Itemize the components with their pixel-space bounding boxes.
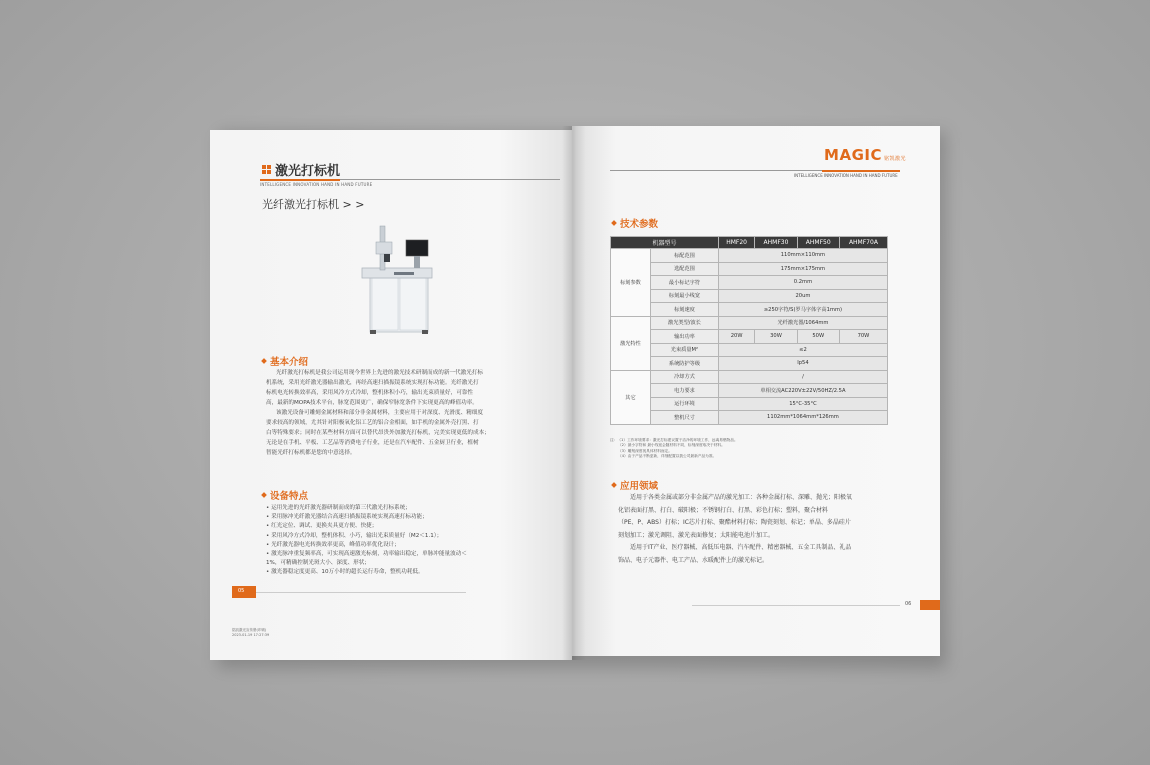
application-heading xyxy=(612,478,658,492)
spec-label: 运行环境 xyxy=(651,397,719,411)
application-line: （PE、P、ABS）打标；IC芯片打标、聚酯材料打标；陶瓷刻划、标记；单晶、多晶硅片 xyxy=(618,519,851,526)
spec-value: 光纤激光器/1064mm xyxy=(718,316,887,330)
spec-header-cell: 机器型号 xyxy=(611,237,719,249)
spec-note: （2）最小字符和 最小线宽会随材料不同，标刻深度取决于材料。 xyxy=(618,443,725,448)
application-line: 化铝表面打黑、打白、破阳极；不锈钢打白、打黑、彩色打标；塑料，聚合材料 xyxy=(618,506,829,514)
spec-notes xyxy=(610,438,738,460)
spec-value: 20W xyxy=(718,330,754,344)
spec-note: （3）雕刻深度视具体材料而定。 xyxy=(618,448,672,453)
application-paragraph xyxy=(618,492,908,567)
spec-group: 其它 xyxy=(611,370,651,424)
intro-heading-text: 基本介绍 xyxy=(270,357,309,368)
feature-item: • 采用脉冲光纤激光器结合高速扫描振镜系统实现高速打标功能； xyxy=(266,514,428,521)
features-heading-text: 设备特点 xyxy=(270,491,309,502)
left-page-number: 05 xyxy=(238,588,245,594)
logo-text: MAGIC xyxy=(824,146,882,164)
spec-row xyxy=(611,262,888,276)
page-number-tab xyxy=(920,600,940,610)
right-header-subtitle: INTELLIGENCE INNOVATION HAND IN HAND FUTURE xyxy=(794,173,898,178)
intro-paragraph xyxy=(266,368,536,458)
header-accent-rule xyxy=(822,170,900,172)
spec-row xyxy=(611,370,888,384)
application-line: 适用于各类金属或部分非金属产品的激光加工：各种金属打标、深雕、抛光；阳极氧 xyxy=(630,494,853,501)
spec-value: 30W xyxy=(755,330,797,344)
intro-line: 该激光设备可雕刻金属材料和部分非金属材料，主要应用于对深度、光滑度、精细度 xyxy=(276,410,483,416)
spec-value: Ip54 xyxy=(718,357,887,371)
spec-row xyxy=(611,316,888,330)
intro-line: 要求较高的领域，尤其针对阳极氧化铝工艺的铝合金相面，如手机的金属外壳打黑、打 xyxy=(266,420,479,426)
right-page xyxy=(572,126,940,656)
spec-label: 光束质量M² xyxy=(651,343,719,357)
bullet-icon xyxy=(261,492,267,498)
spec-label: 最小标记字符 xyxy=(651,276,719,290)
feature-item: • 光纤激光器电光转换效率更高，峰值功率优化设计； xyxy=(266,541,400,548)
spec-value: 0.2mm xyxy=(718,276,887,290)
spec-value: ≤2 xyxy=(718,343,887,357)
spec-value: 15°C-35°C xyxy=(718,397,887,411)
spec-group: 标刻参数 xyxy=(611,249,651,317)
spec-table xyxy=(610,236,888,425)
left-header-title: 激光打标机 xyxy=(275,164,341,179)
right-page-number: 06 xyxy=(905,601,912,607)
intro-line: 无论是在手机、平板、工艺品等消费电子行业，还是在汽车配件、五金厨卫行业，植树 xyxy=(266,440,479,446)
spec-value: 20um xyxy=(718,289,887,303)
print-info-line: 2023-01-19 17:27:39 xyxy=(232,633,270,637)
spec-label: 标刻最小线宽 xyxy=(651,289,719,303)
spec-row xyxy=(611,289,888,303)
spec-header-cell: HMF20 xyxy=(718,237,754,249)
footer-rule xyxy=(256,592,466,593)
spec-header-cell: AHMF70A xyxy=(839,237,887,249)
product-title: 光纤激光打标机 > > xyxy=(262,198,365,211)
feature-item: • 激光器稳定度更高、10万小时的超长运行寿命，整机功耗低。 xyxy=(266,569,424,576)
spec-value: 110mm×110mm xyxy=(718,249,887,263)
book-spine xyxy=(562,126,586,660)
logo-sub: 铭凯激光 xyxy=(883,156,906,162)
intro-line: 智能光纤打标机都是您的中意选择。 xyxy=(266,450,356,456)
left-page xyxy=(210,130,572,660)
application-line: 刻划加工；激光调阻、激光表面修复；太阳能电池片加工。 xyxy=(618,531,775,539)
bullet-icon xyxy=(611,482,617,488)
spec-row xyxy=(611,384,888,398)
print-info-line: 铭凯激光宣传册(印刷) xyxy=(232,628,267,632)
bullet-icon xyxy=(611,220,617,226)
feature-item: • 运用先进的光纤激光器研制而成的第三代激光打标系统； xyxy=(266,505,411,511)
laser-marking-machine-image xyxy=(350,216,440,336)
intro-line: 高，最新的MOPA技术平台，脉宽范围更广，确保窄脉宽条件下实现更高的峰值功率。 xyxy=(266,400,478,406)
spec-label: 电力要求 xyxy=(651,384,719,398)
spec-row xyxy=(611,343,888,357)
spec-label: 输出功率 xyxy=(651,330,719,344)
spec-label: 系统防护等级 xyxy=(651,357,719,371)
intro-heading xyxy=(262,354,308,368)
spec-row xyxy=(611,303,888,317)
print-info xyxy=(232,628,269,638)
spec-value: 70W xyxy=(839,330,887,344)
left-header-subtitle: INTELLIGENCE INNOVATION HAND IN HAND FUTURE xyxy=(260,182,373,187)
spec-value: 50W xyxy=(797,330,839,344)
intro-line: 光纤激光打标机是我公司运用现今世界上先进的激光技术研制而成的新一代激光打标 xyxy=(276,370,483,376)
spec-value: 175mm×175mm xyxy=(718,262,887,276)
header-accent-rule xyxy=(260,179,340,181)
brochure-spread xyxy=(210,122,940,660)
tech-heading xyxy=(612,216,658,230)
left-header xyxy=(262,160,340,179)
features-list xyxy=(266,504,526,578)
spec-header-cell: AHMF30 xyxy=(755,237,797,249)
spec-label: 整机尺寸 xyxy=(651,411,719,425)
spec-value: 1102mm*1064mm*126mm xyxy=(718,411,887,425)
spec-value: 单相交流AC220V±22V/50HZ/2.5A xyxy=(718,384,887,398)
spec-row xyxy=(611,411,888,425)
spec-group: 激光特性 xyxy=(611,316,651,370)
spec-row xyxy=(611,397,888,411)
spec-value: / xyxy=(718,370,887,384)
magic-logo xyxy=(824,146,906,164)
spec-label: 冷却方式 xyxy=(651,370,719,384)
intro-line: 白等特殊要求；同时在某些材料方面可以替代昂贵外加激光打标机，完美实现更低的成本； xyxy=(266,430,490,436)
intro-line: 机系统，采用光纤激光器输出激光，再经高速扫描振镜系统实现打标功能。光纤激光打 xyxy=(266,380,479,386)
spec-header-cell: AHMF50 xyxy=(797,237,839,249)
application-line: 适用于IT产业、医疗器械、高低压电器、汽车配件、精密器械、五金工具制品、礼品 xyxy=(630,544,852,551)
feature-item: • 采用风冷方式冷却，整机体积、小巧，输出光束质量好（M2＜1.1）； xyxy=(266,532,443,539)
spec-row xyxy=(611,276,888,290)
grid-icon xyxy=(262,165,271,174)
footer-rule xyxy=(692,605,900,606)
spec-label: 标刻速度 xyxy=(651,303,719,317)
spec-note: 注：（1）工作环境要求：激光打标建议置于洁净的环境工作，远离易燃物品。 xyxy=(610,438,738,442)
spec-row xyxy=(611,330,888,344)
spec-header-row xyxy=(611,237,888,249)
spec-label: 标配范围 xyxy=(651,249,719,263)
spec-value: ≥250字符/S(罗马字体字高1mm) xyxy=(718,303,887,317)
spec-label: 选配范围 xyxy=(651,262,719,276)
feature-item: • 激光脉冲重复频率高，可实现高速激光标刻，功率输出稳定，单脉冲能量波动＜ xyxy=(266,551,467,558)
feature-item: • 红光定位、调试、更换夹具更方便、快捷； xyxy=(266,523,378,530)
application-line: 饰品、电子元器件、电工产品、水暖配件上的激光标记。 xyxy=(618,556,769,564)
spec-row xyxy=(611,249,888,263)
feature-item: 1%，可精确控制光斑大小、深度、形状； xyxy=(266,560,370,567)
bullet-icon xyxy=(261,358,267,364)
tech-heading-text: 技术参数 xyxy=(620,219,659,230)
spec-row xyxy=(611,357,888,371)
spec-label: 激光类型/波长 xyxy=(651,316,719,330)
spec-note: （4）由于产品不断更新，详细配置以我公司最新产品为准。 xyxy=(618,454,717,459)
intro-line: 标机电光转换效率高，采用风冷方式冷却，整机体积小巧，输出光束质量好，可靠性 xyxy=(266,390,473,396)
application-heading-text: 应用领域 xyxy=(620,481,659,492)
features-heading xyxy=(262,488,308,502)
